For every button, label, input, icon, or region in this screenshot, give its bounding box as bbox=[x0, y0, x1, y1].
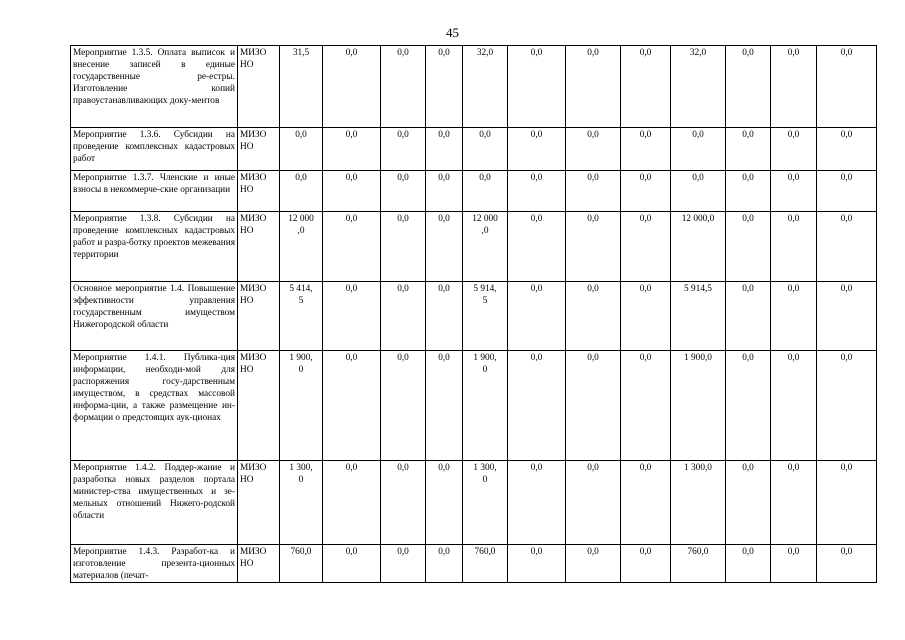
value-cell: 0,0 bbox=[323, 282, 381, 351]
measure-name-cell: Мероприятие 1.4.1. Публика-ция информации, необходи-мой для распоряжения госу-дарственным имуществом, в средствах массовой информа-ции, а также размещение ин-формации о предстоящих аук-ционах bbox=[71, 351, 238, 461]
page-number: 45 bbox=[446, 25, 459, 40]
measure-name-cell: Мероприятие 1.3.8. Субсидии на проведение комплексных кадастровых работ и разра-ботку проектов межевания территории bbox=[71, 212, 238, 282]
measure-name-cell: Мероприятие 1.4.2. Поддер-жание и разработка новых разделов портала министер-ства имущественных и зе-мельных отношений Нижего-родской области bbox=[71, 461, 238, 545]
value-cell: 0,0 bbox=[508, 461, 566, 545]
executor-cell: МИЗО НО bbox=[238, 461, 280, 545]
value-cell: 0,0 bbox=[566, 171, 621, 212]
table-body bbox=[71, 46, 877, 583]
value-cell: 0,0 bbox=[817, 282, 877, 351]
value-cell: 0,0 bbox=[463, 171, 508, 212]
value-cell: 0,0 bbox=[817, 212, 877, 282]
value-cell: 0,0 bbox=[426, 212, 463, 282]
value-cell: 0,0 bbox=[771, 282, 817, 351]
executor-cell: МИЗО НО bbox=[238, 212, 280, 282]
value-cell: 0,0 bbox=[726, 351, 771, 461]
value-cell: 0,0 bbox=[323, 545, 381, 583]
value-cell: 1 900, 0 bbox=[280, 351, 323, 461]
executor-cell: МИЗО НО bbox=[238, 171, 280, 212]
value-cell: 0,0 bbox=[621, 351, 671, 461]
value-cell: 0,0 bbox=[726, 282, 771, 351]
value-cell: 0,0 bbox=[566, 545, 621, 583]
measure-name-cell: Мероприятие 1.4.3. Разработ-ка и изготовление презента-ционных материалов (печат- bbox=[71, 545, 238, 583]
value-cell: 0,0 bbox=[381, 351, 426, 461]
value-cell: 0,0 bbox=[381, 212, 426, 282]
value-cell: 0,0 bbox=[566, 461, 621, 545]
value-cell: 0,0 bbox=[508, 46, 566, 128]
value-cell: 0,0 bbox=[817, 46, 877, 128]
value-cell: 0,0 bbox=[508, 212, 566, 282]
value-cell: 760,0 bbox=[671, 545, 726, 583]
value-cell: 0,0 bbox=[381, 46, 426, 128]
value-cell: 5 914, 5 bbox=[463, 282, 508, 351]
value-cell: 0,0 bbox=[323, 212, 381, 282]
value-cell: 0,0 bbox=[323, 171, 381, 212]
value-cell: 0,0 bbox=[817, 351, 877, 461]
table-row bbox=[71, 46, 877, 128]
value-cell: 0,0 bbox=[323, 46, 381, 128]
value-cell: 5 914,5 bbox=[671, 282, 726, 351]
value-cell: 0,0 bbox=[426, 545, 463, 583]
value-cell: 0,0 bbox=[508, 128, 566, 171]
value-cell: 0,0 bbox=[381, 545, 426, 583]
value-cell: 0,0 bbox=[726, 171, 771, 212]
measure-name-cell: Мероприятие 1.3.5. Оплата выписок и внесение записей в единые государственные ре-естры. Изготовление копий правоустанавливающих доку-ментов bbox=[71, 46, 238, 128]
value-cell: 0,0 bbox=[771, 461, 817, 545]
value-cell: 0,0 bbox=[566, 351, 621, 461]
value-cell: 0,0 bbox=[817, 128, 877, 171]
value-cell: 0,0 bbox=[508, 351, 566, 461]
value-cell: 0,0 bbox=[381, 171, 426, 212]
value-cell: 0,0 bbox=[726, 46, 771, 128]
value-cell: 0,0 bbox=[726, 461, 771, 545]
value-cell: 0,0 bbox=[726, 545, 771, 583]
value-cell: 1 300, 0 bbox=[463, 461, 508, 545]
value-cell: 1 900, 0 bbox=[463, 351, 508, 461]
table-row bbox=[71, 171, 877, 212]
value-cell: 0,0 bbox=[508, 171, 566, 212]
value-cell: 0,0 bbox=[381, 282, 426, 351]
value-cell: 0,0 bbox=[280, 171, 323, 212]
value-cell: 0,0 bbox=[771, 46, 817, 128]
value-cell: 0,0 bbox=[671, 128, 726, 171]
value-cell: 0,0 bbox=[771, 212, 817, 282]
value-cell: 0,0 bbox=[426, 351, 463, 461]
value-cell: 0,0 bbox=[621, 171, 671, 212]
value-cell: 5 414, 5 bbox=[280, 282, 323, 351]
value-cell: 760,0 bbox=[280, 545, 323, 583]
value-cell: 0,0 bbox=[671, 171, 726, 212]
value-cell: 12 000,0 bbox=[671, 212, 726, 282]
value-cell: 0,0 bbox=[621, 282, 671, 351]
value-cell: 0,0 bbox=[621, 461, 671, 545]
value-cell: 0,0 bbox=[426, 46, 463, 128]
value-cell: 0,0 bbox=[817, 171, 877, 212]
executor-cell: МИЗО НО bbox=[238, 46, 280, 128]
value-cell: 0,0 bbox=[771, 128, 817, 171]
measure-name-cell: Мероприятие 1.3.6. Субсидии на проведение комплексных кадастровых работ bbox=[71, 128, 238, 171]
value-cell: 0,0 bbox=[323, 128, 381, 171]
value-cell: 0,0 bbox=[621, 545, 671, 583]
value-cell: 0,0 bbox=[726, 128, 771, 171]
value-cell: 0,0 bbox=[426, 461, 463, 545]
executor-cell: МИЗО НО bbox=[238, 351, 280, 461]
value-cell: 0,0 bbox=[381, 461, 426, 545]
value-cell: 0,0 bbox=[817, 461, 877, 545]
value-cell: 760,0 bbox=[463, 545, 508, 583]
value-cell: 0,0 bbox=[566, 282, 621, 351]
value-cell: 0,0 bbox=[280, 128, 323, 171]
value-cell: 0,0 bbox=[566, 212, 621, 282]
value-cell: 0,0 bbox=[426, 282, 463, 351]
value-cell: 0,0 bbox=[621, 128, 671, 171]
value-cell: 0,0 bbox=[323, 351, 381, 461]
value-cell: 0,0 bbox=[566, 46, 621, 128]
value-cell: 0,0 bbox=[771, 171, 817, 212]
budget-table bbox=[70, 45, 877, 583]
value-cell: 1 300, 0 bbox=[280, 461, 323, 545]
value-cell: 0,0 bbox=[621, 212, 671, 282]
value-cell: 0,0 bbox=[426, 128, 463, 171]
value-cell: 0,0 bbox=[508, 545, 566, 583]
value-cell: 12 000 ,0 bbox=[280, 212, 323, 282]
executor-cell: МИЗО НО bbox=[238, 282, 280, 351]
value-cell: 0,0 bbox=[817, 545, 877, 583]
value-cell: 0,0 bbox=[463, 128, 508, 171]
value-cell: 0,0 bbox=[508, 282, 566, 351]
measure-name-cell: Основное мероприятие 1.4. Повышение эффективности управления государственным имуществом Нижегородской области bbox=[71, 282, 238, 351]
table-row bbox=[71, 461, 877, 545]
value-cell: 0,0 bbox=[323, 461, 381, 545]
value-cell: 32,0 bbox=[463, 46, 508, 128]
executor-cell: МИЗО НО bbox=[238, 128, 280, 171]
table-row bbox=[71, 128, 877, 171]
value-cell: 0,0 bbox=[566, 128, 621, 171]
value-cell: 1 900,0 bbox=[671, 351, 726, 461]
value-cell: 1 300,0 bbox=[671, 461, 726, 545]
value-cell: 12 000 ,0 bbox=[463, 212, 508, 282]
table-row bbox=[71, 212, 877, 282]
table-row bbox=[71, 351, 877, 461]
value-cell: 0,0 bbox=[726, 212, 771, 282]
value-cell: 31,5 bbox=[280, 46, 323, 128]
table-row bbox=[71, 545, 877, 583]
value-cell: 32,0 bbox=[671, 46, 726, 128]
measure-name-cell: Мероприятие 1.3.7. Членские и иные взносы в некоммерче-ские организации bbox=[71, 171, 238, 212]
executor-cell: МИЗО НО bbox=[238, 545, 280, 583]
value-cell: 0,0 bbox=[771, 545, 817, 583]
value-cell: 0,0 bbox=[381, 128, 426, 171]
table-row bbox=[71, 282, 877, 351]
value-cell: 0,0 bbox=[426, 171, 463, 212]
value-cell: 0,0 bbox=[771, 351, 817, 461]
value-cell: 0,0 bbox=[621, 46, 671, 128]
